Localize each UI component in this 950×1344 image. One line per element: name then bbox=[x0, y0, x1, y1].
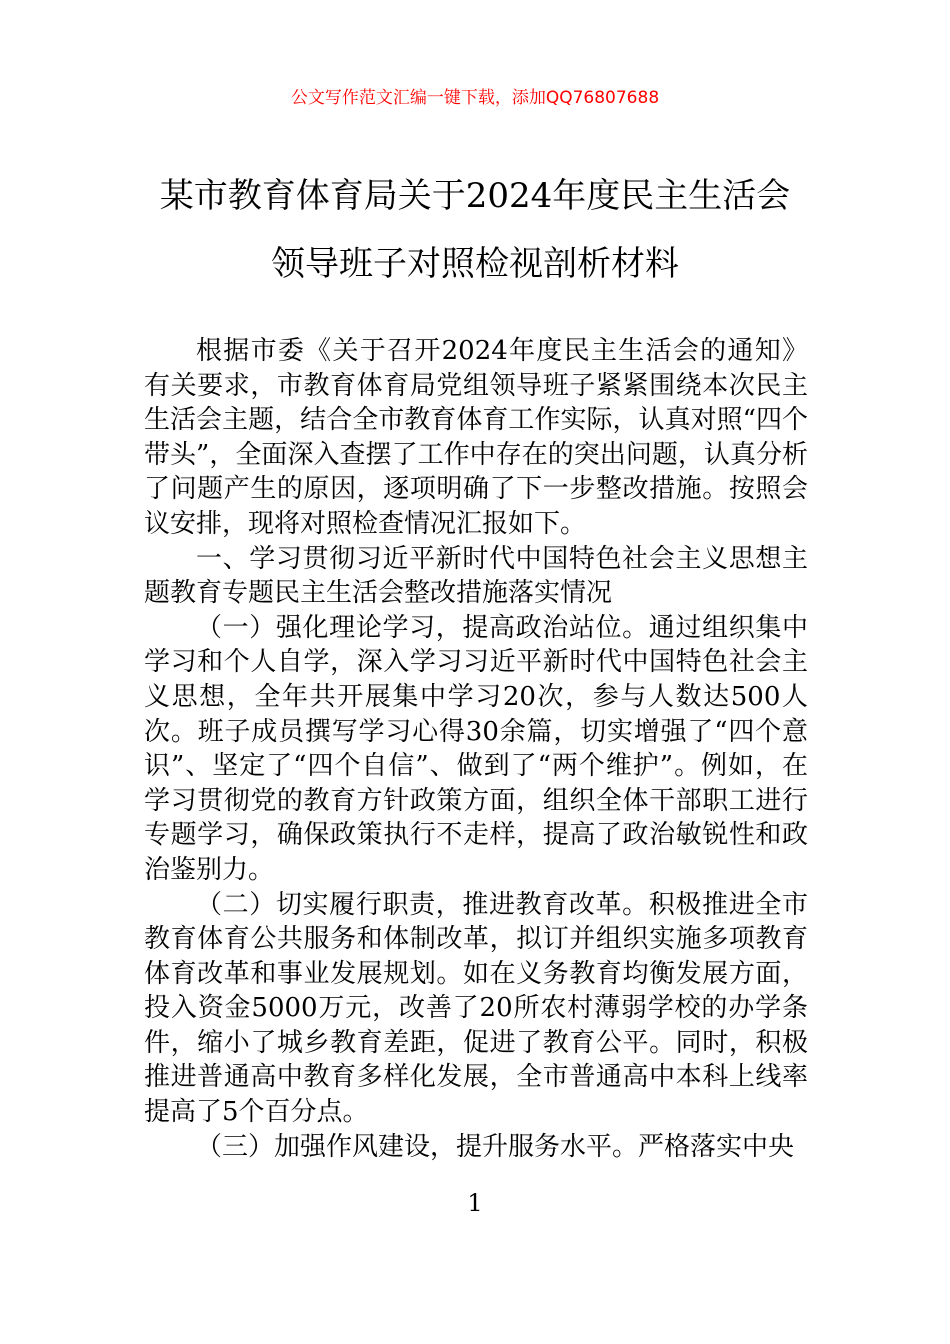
subsection-paragraph-3: （三）加强作风建设，提升服务水平。严格落实中央 bbox=[196, 1131, 795, 1162]
document-body bbox=[144, 334, 808, 1164]
document-title-line-1: 某市教育体育局关于2024年度民主生活会 bbox=[159, 176, 791, 216]
subsection-paragraph-2: （二）切实履行职责，推进教育改革。积极推进全市教育体育公共服务和体制改革，拟订并组织实施多项教育体育改革和事业发展规划。如在义务教育均衡发展方面，投入资金5000万元，改善了20所农村薄弱学校的办学条件，缩小了城乡教育差距，促进了教育公平。同时，积极推进普通高中教育多样化发展，全市普通高中本科上线率提高了5个百分点。 bbox=[144, 889, 808, 1128]
document-title-line-2: 领导班子对照检视剖析材料 bbox=[271, 244, 679, 284]
subsection-paragraph-1: （一）强化理论学习，提高政治站位。通过组织集中学习和个人自学，深入学习习近平新时代中国特色社会主义思想，全年共开展集中学习20次，参与人数达500人次。班子成员撰写学习心得30余篇，切实增强了“四个意识”、坚定了“四个自信”、做到了“两个维护”。例如，在学习贯彻党的教育方针政策方面，组织全体干部职工进行专题学习，确保政策执行不走样，提高了政治敏锐性和政治鉴别力。 bbox=[144, 612, 808, 885]
download-banner: 公文写作范文汇编一键下载，添加QQ76807688 bbox=[290, 88, 660, 108]
page-number: 1 bbox=[467, 1189, 483, 1217]
intro-paragraph: 根据市委《关于召开2024年度民主生活会的通知》有关要求，市教育体育局党组领导班子紧紧围绕本次民主生活会主题，结合全市教育体育工作实际，认真对照“四个带头”，全面深入查摆了工作中存在的突出问题，认真分析了问题产生的原因，逐项明确了下一步整改措施。按照会议安排，现将对照检查情况汇报如下。 bbox=[144, 336, 808, 539]
section-heading-1: 一、学习贯彻习近平新时代中国特色社会主义思想主题教育专题民主生活会整改措施落实情况 bbox=[144, 543, 808, 609]
